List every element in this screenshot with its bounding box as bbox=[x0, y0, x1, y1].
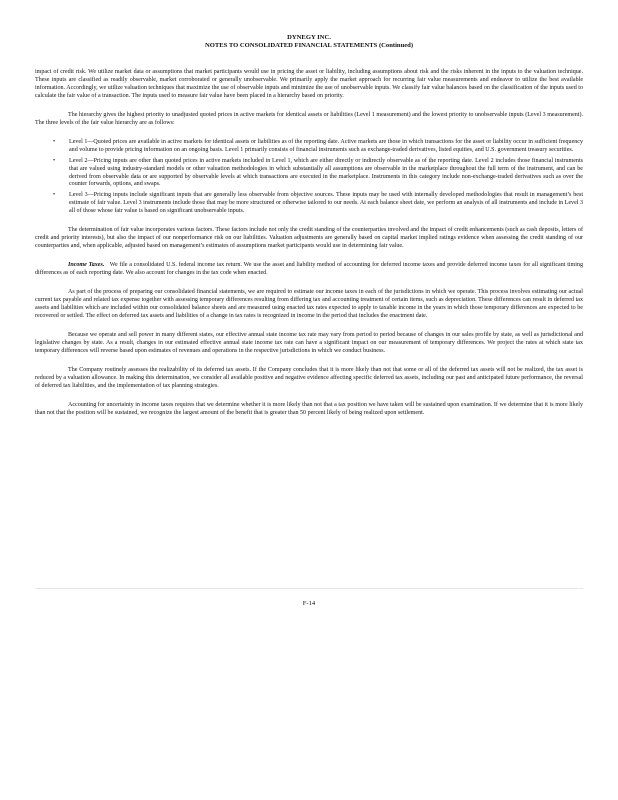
paragraph-uncertain-tax-positions: Accounting for uncertainty in income taxes requires that we determine whether it is more likely than not that a tax position we have taken will be sustained upon examination. If we determine that it is more likely than not that the position will be sustained, we recognize the largest amount of the benefit that is greater than 50 percent likely of being realized upon settlement. bbox=[35, 401, 583, 416]
paragraph-state-tax-rate: Because we operate and sell power in many different states, our effective annual state income tax rate may vary from period to period because of changes in our sales profile by state, as well as jurisdictional and legislative changes by state. As a result, changes in our estimated effective annual state income tax rate can have a significant impact on our measurement of temporary differences. We project the rates at which state tax temporary differences will reverse based upon estimates of revenues and operations in the respective jurisdictions in which we conduct business. bbox=[35, 331, 583, 354]
income-taxes-heading: Income Taxes. bbox=[68, 262, 105, 269]
level-3-text: Level 3—Pricing inputs include significant inputs that are generally less observable from objective sources. These inputs may be used with internally developed methodologies that result in management’s best estimate of fair value. Level 3 instruments include those that may be more structured or otherwise tailored to our needs. At each balance sheet date, we perform an analysis of all instruments and include in Level 3 all of those whose fair value is based on significant unobservable inputs. bbox=[69, 192, 583, 215]
level-1-text: Level 1—Quoted prices are available in active markets for identical assets or liabilities as of the reporting date. Active markets are those in which transactions for the asset or liability occur in sufficient frequency and volume to provide pricing information on an ongoing basis. Level 1 primarily consists of financial instruments such as exchange-traded derivatives, listed equities, and U.S. government treasury securities. bbox=[69, 138, 583, 153]
level-2-text: Level 2—Pricing inputs are other than quoted prices in active markets included in Level 1, which are either directly or indirectly observable as of the reporting date. Level 2 includes those financial instruments that are valued using industry-standard models or other valuation methodologies in which substantially all assumptions are observable in the marketplace throughout the full term of the instrument, and can be derived from observable data or are supported by observable levels at which transactions are executed in the marketplace. Instruments in this category include non-exchange-traded derivatives such as over the counter forwards, options, and swaps. bbox=[69, 157, 583, 188]
paragraph-fair-value-intro: impact of credit risk. We utilize market data or assumptions that market participants would use in pricing the asset or liability, including assumptions about risk and the risks inherent in the inputs to the valuation technique. These inputs are classified as readily observable, market corroborated or generally unobservable. We primarily apply the market approach for recurring fair value measurements and endeavor to utilize the best available information. Accordingly, we utilize valuation techniques that maximize the use of observable inputs and minimize the use of unobservable inputs. We classify fair value balances based on the classification of the inputs used to calculate the fair value of a transaction. The inputs used to measure fair value have been placed in a hierarchy based on priority. bbox=[35, 69, 583, 99]
list-item-level-1 bbox=[35, 139, 583, 155]
bullet-icon: • bbox=[53, 138, 56, 145]
document-body bbox=[35, 69, 583, 429]
paragraph-income-taxes bbox=[35, 262, 583, 278]
bullet-icon: • bbox=[53, 157, 56, 164]
page-header bbox=[0, 34, 618, 51]
paragraph-deferred-tax-assets: The Company routinely assesses the realizability of its deferred tax assets. If the Company concludes that it is more likely than not that some or all of the deferred tax assets will not be realized, the tax asset is reduced by a valuation allowance. In making this determination, we consider all available positive and negative evidence affecting specific deferred tax assets, including our past and anticipated future performance, the reversal of deferred tax liabilities, and the implementation of tax planning strategies. bbox=[35, 366, 583, 389]
page-title: NOTES TO CONSOLIDATED FINANCIAL STATEMENTS (Continued) bbox=[204, 42, 414, 50]
paragraph-tax-estimation: As part of the process of preparing our consolidated financial statements, we are required to estimate our income taxes in each of the jurisdictions in which we operate. This process involves estimating our actual current tax payable and related tax expense together with assessing temporary differences resulting from differing tax and accounting treatment of certain items, such as depreciation. These differences can result in deferred tax assets and liabilities which are included within our consolidated balance sheets and are measured using enacted tax rates expected to apply to taxable income in the years in which those temporary differences are expected to be recovered or settled. The effect on deferred tax assets and liabilities of a change in tax rates is recognized in income in the period that includes the enactment date. bbox=[35, 289, 583, 319]
fair-value-levels-list bbox=[35, 139, 583, 217]
paragraph-hierarchy: The hierarchy gives the highest priority to unadjusted quoted prices in active markets for identical assets or liabilities (Level 1 measurement) and the lowest priority to unobservable inputs (Level 3 measurement). The three levels of the fair value hierarchy are as follows: bbox=[35, 111, 583, 126]
bullet-icon: • bbox=[53, 192, 56, 199]
list-item-level-2 bbox=[35, 158, 583, 190]
footer-divider bbox=[35, 588, 583, 589]
income-taxes-text: We file a consolidated U.S. federal income tax return. We use the asset and liability method of accounting for deferred income taxes and provide deferred income taxes for all significant timing differences as of each reporting date. We also account for changes in the tax code when enacted. bbox=[35, 262, 583, 277]
company-name: DYNEGY INC. bbox=[287, 34, 331, 41]
list-item-level-3 bbox=[35, 192, 583, 216]
page-number: F-14 bbox=[302, 600, 316, 607]
paragraph-fair-value-determination: The determination of fair value incorporates various factors. These factors include not only the credit standing of the counterparties involved and the impact of credit enhancements (such as cash deposits, letters of credit and priority interests), but also the impact of our nonperformance risk on our liabilities. Valuation adjustments are generally based on capital market implied ratings evidence when assessing the credit standing of our counterparties and, when applicable, adjusted based on management’s estimates of assumptions market participants would use in determining fair value. bbox=[35, 227, 583, 250]
